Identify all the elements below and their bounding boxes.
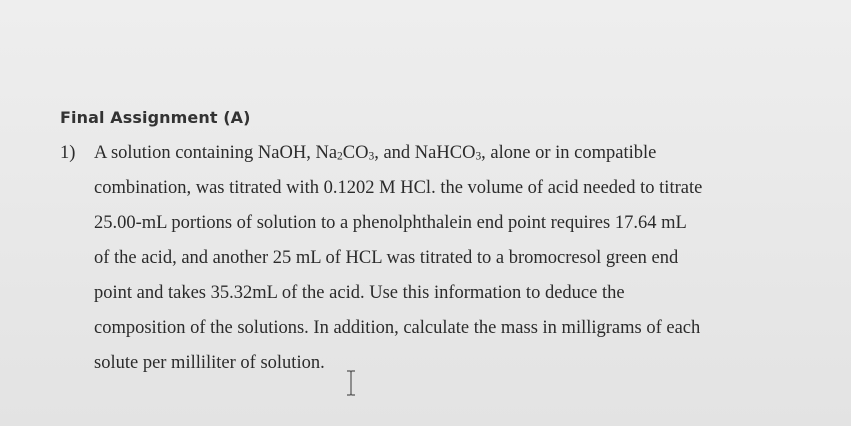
subscript-2: 2 — [337, 150, 343, 163]
line-1-text-g: , alone or in compatible — [481, 143, 657, 163]
question-line-6: composition of the solutions. In addition, calculate the mass in milligrams of each — [94, 318, 701, 338]
question-line-1 — [94, 143, 656, 164]
line-1-text-c: CO — [342, 143, 369, 163]
question-number: 1) — [60, 143, 76, 163]
question-line-4: of the acid, and another 25 mL of HCL was titrated to a bromocresol green end — [94, 248, 679, 268]
subscript-3: 3 — [368, 150, 375, 163]
assignment-heading: Final Assignment (A) — [60, 108, 251, 127]
line-1-text-a: A solution containing NaOH, Na — [94, 143, 338, 163]
line-1-text-e: , and NaHCO — [374, 143, 476, 163]
question-line-3: 25.00-mL portions of solution to a phenolphthalein end point requires 17.64 mL — [94, 213, 687, 233]
question-line-5: point and takes 35.32mL of the acid. Use this information to deduce the — [94, 283, 625, 303]
text-cursor-icon — [346, 370, 356, 396]
subscript-3b: 3 — [475, 150, 482, 163]
question-line-2: combination, was titrated with 0.1202 M HCl. the volume of acid needed to titrate — [94, 178, 703, 198]
question-line-7: solute per milliliter of solution. — [94, 353, 325, 373]
